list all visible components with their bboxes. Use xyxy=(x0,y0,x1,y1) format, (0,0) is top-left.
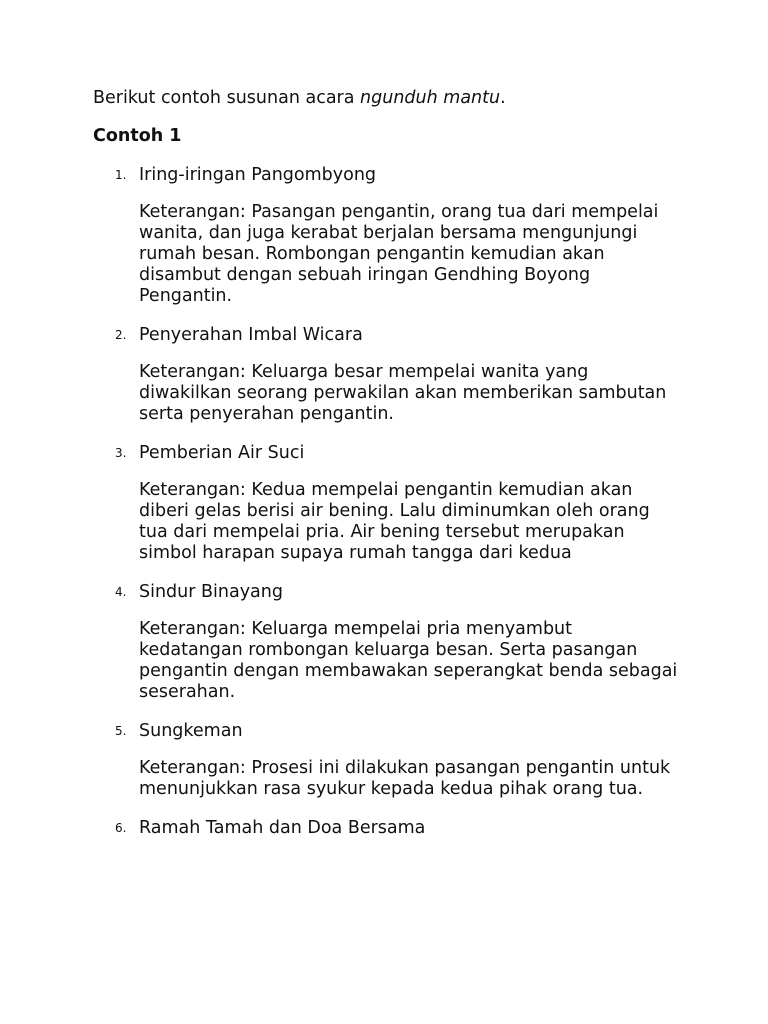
item-number: 5. xyxy=(115,724,127,738)
intro-text: Berikut contoh susunan acara xyxy=(93,88,361,108)
list-item xyxy=(93,816,683,840)
list-item xyxy=(93,580,683,703)
document-page xyxy=(93,86,683,856)
item-number: 2. xyxy=(115,328,127,342)
list-item xyxy=(93,323,683,425)
item-description: Keterangan: Kedua mempelai pengantin kemudian akan diberi gelas berisi air bening. Lalu diminumkan oleh orang tua dari mempelai pria. Air bening tersebut merupakan simbol harapan supaya rumah tangga dari kedua xyxy=(139,480,650,563)
item-title: Ramah Tamah dan Doa Bersama xyxy=(139,818,426,838)
intro-paragraph xyxy=(93,86,683,110)
item-number: 6. xyxy=(115,821,127,835)
item-description: Keterangan: Pasangan pengantin, orang tua dari mempelai wanita, dan juga kerabat berjalan bersama mengunjungi rumah besan. Rombongan pengantin kemudian akan disambut dengan sebuah iringan Gendhing Boyong Pengantin. xyxy=(139,202,659,306)
item-number: 4. xyxy=(115,585,127,599)
item-number: 1. xyxy=(115,168,127,182)
item-description: Keterangan: Prosesi ini dilakukan pasangan pengantin untuk menunjukkan rasa syukur kepada kedua pihak orang tua. xyxy=(139,758,671,799)
example-heading: Contoh 1 xyxy=(93,126,182,146)
item-description: Keterangan: Keluarga besar mempelai wanita yang diwakilkan seorang perwakilan akan memberikan sambutan serta penyerahan pengantin. xyxy=(139,362,667,424)
intro-period: . xyxy=(500,88,506,108)
list-item xyxy=(93,719,683,800)
intro-emphasis: ngunduh mantu xyxy=(360,88,501,108)
item-title: Sindur Binayang xyxy=(139,582,283,602)
item-number: 3. xyxy=(115,446,127,460)
item-title: Penyerahan Imbal Wicara xyxy=(139,325,363,345)
list-item xyxy=(93,441,683,564)
item-title: Iring-iringan Pangombyong xyxy=(139,165,377,185)
item-title: Pemberian Air Suci xyxy=(139,443,305,463)
event-list xyxy=(93,163,683,840)
item-title: Sungkeman xyxy=(139,721,243,741)
item-description: Keterangan: Keluarga mempelai pria menyambut kedatangan rombongan keluarga besan. Serta pasangan pengantin dengan membawakan seperangkat benda sebagai seserahan. xyxy=(139,619,678,702)
list-item xyxy=(93,163,683,307)
